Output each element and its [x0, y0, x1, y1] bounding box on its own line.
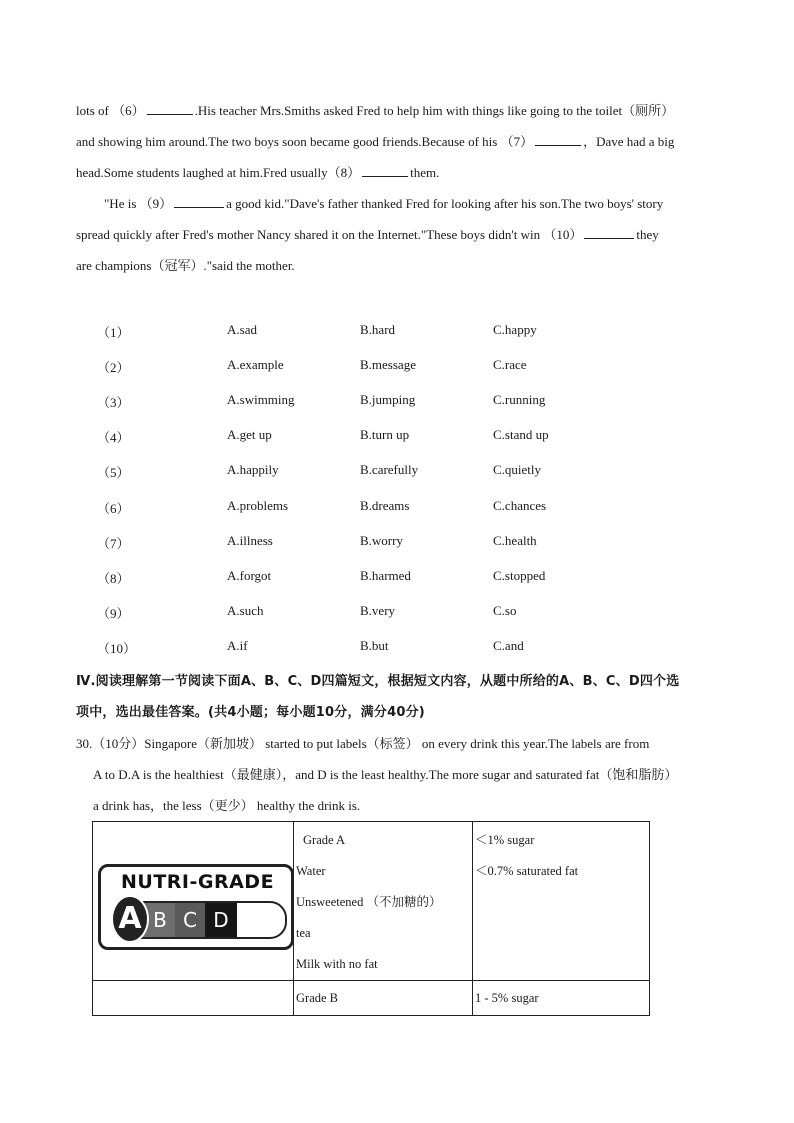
grade-a-limits-cell: [473, 822, 650, 981]
section-heading: Ⅳ.阅读理解第一节阅读下面A、B、C、D四篇短文，根据短文内容，从题中所给的A、B、C、D四个选 项中，选出最佳答案。(共4小题；每小题10分，满分40分): [76, 674, 680, 720]
blank-9[interactable]: [174, 195, 224, 208]
option-c[interactable]: C.health: [493, 533, 537, 548]
question-line: a drink has，the less（更少） healthy the drink is.: [93, 798, 361, 813]
option-b[interactable]: B.jumping: [360, 392, 416, 407]
list-item: Unsweetened （不加糖的）: [296, 895, 442, 909]
option-c[interactable]: C.quietly: [493, 462, 542, 477]
table-row: [93, 981, 650, 1016]
question-line: 30.（10分）Singapore（新加坡） started to put labels（标签） on every drink this year.The labels are from: [76, 736, 650, 751]
list-item: tea: [296, 926, 311, 940]
option-b[interactable]: B.turn up: [360, 427, 410, 442]
option-c[interactable]: C.happy: [493, 322, 537, 337]
option-b[interactable]: B.very: [360, 603, 396, 618]
option-b[interactable]: B.but: [360, 638, 389, 653]
passage-line: are champions（冠军）."said the mother.: [76, 258, 295, 273]
option-a[interactable]: A.illness: [227, 533, 273, 548]
grade-c-segment: C: [175, 903, 205, 937]
passage-line: lots of （6） .His teacher Mrs.Smiths asked Fred to help him with things like going to the toilet（厕所）: [76, 103, 675, 118]
blank-8[interactable]: [362, 164, 408, 177]
option-c[interactable]: C.race: [493, 357, 527, 372]
list-item: Water: [296, 864, 326, 878]
passage-line: and showing him around.The two boys soon became good friends.Because of his （7） ，Dave had a big: [76, 134, 675, 149]
option-b[interactable]: B.hard: [360, 322, 396, 337]
question-line: A to D.A is the healthiest（最健康），and D is the least healthy.The more sugar and saturated fat（饱和脂肪）: [93, 767, 678, 782]
option-c[interactable]: C.so: [493, 603, 517, 618]
option-b[interactable]: B.dreams: [360, 498, 410, 513]
blank-10[interactable]: [584, 226, 634, 239]
option-a[interactable]: A.sad: [227, 322, 257, 337]
option-c[interactable]: C.and: [493, 638, 524, 653]
grade-b-limit-cell: [473, 981, 650, 1016]
option-c[interactable]: C.chances: [493, 498, 547, 513]
grade-label: Grade A: [303, 833, 345, 847]
grade-d-segment: D: [205, 903, 237, 937]
passage-line: head.Some students laughed at him.Fred usually（8） them.: [76, 165, 440, 180]
option-c[interactable]: C.stopped: [493, 568, 546, 583]
option-a[interactable]: A.such: [227, 603, 264, 618]
option-a[interactable]: A.problems: [227, 498, 289, 513]
grade-b-cell: [294, 981, 473, 1016]
option-c[interactable]: C.running: [493, 392, 546, 407]
passage-line: spread quickly after Fred's mother Nancy shared it on the Internet."These boys didn't win （10） they: [76, 227, 659, 242]
blank-7[interactable]: [535, 133, 581, 146]
blank-6[interactable]: [147, 102, 193, 115]
option-b[interactable]: B.carefully: [360, 462, 419, 477]
option-b[interactable]: B.message: [360, 357, 416, 372]
option-a[interactable]: A.example: [227, 357, 284, 372]
option-a[interactable]: A.happily: [227, 462, 279, 477]
option-a[interactable]: A.swimming: [227, 392, 295, 407]
grade-label: Grade B: [296, 990, 338, 1005]
option-a[interactable]: A.if: [227, 638, 248, 653]
option-a[interactable]: A.get up: [227, 427, 272, 442]
grade-a-badge: A: [111, 895, 149, 943]
grade-a-items-cell: [294, 822, 473, 981]
empty-cell: [93, 981, 294, 1016]
question-30: [76, 728, 726, 821]
nutri-grade-logo: [98, 864, 294, 950]
grade-b-segment: B: [145, 903, 175, 937]
passage: [76, 95, 720, 281]
option-b[interactable]: B.harmed: [360, 568, 411, 583]
limit-text: 1 - 5% sugar: [475, 990, 539, 1005]
logo-title: NUTRI-GRADE: [121, 871, 275, 893]
option-a[interactable]: A.forgot: [227, 568, 272, 583]
passage-line: "He is （9） a good kid."Dave's father thanked Fred for looking after his son.The two boys' story: [104, 196, 664, 211]
list-item: Milk with no fat: [296, 957, 378, 971]
limit-text: ＜0.7% saturated fat: [475, 864, 579, 878]
limit-text: ＜1% sugar: [475, 833, 535, 847]
option-b[interactable]: B.worry: [360, 533, 403, 548]
option-c[interactable]: C.stand up: [493, 427, 549, 442]
